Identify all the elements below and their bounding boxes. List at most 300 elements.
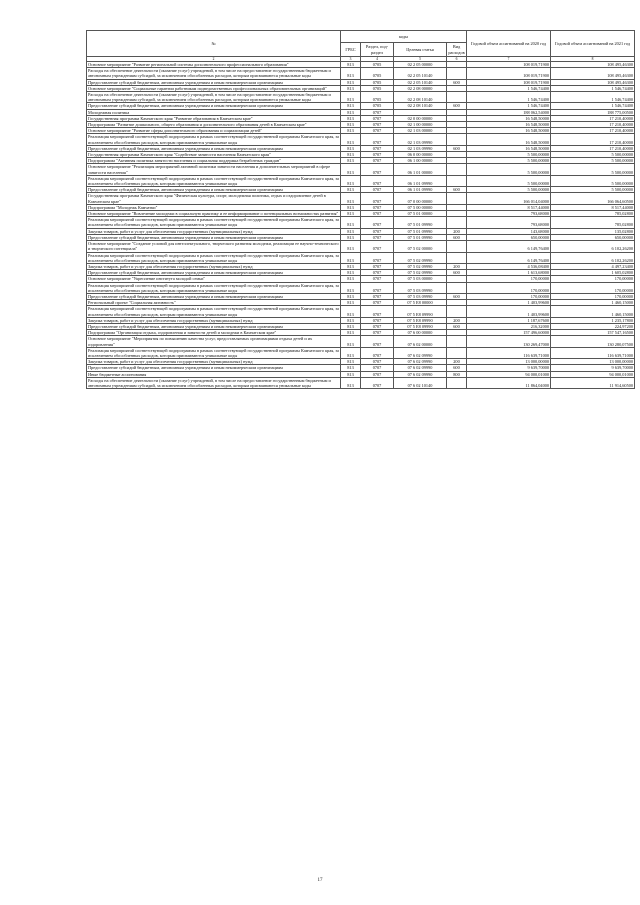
- table-row: [87, 175, 635, 186]
- row-grbs: 813: [341, 377, 361, 388]
- row-amount-2020: 170,00000: [467, 276, 551, 282]
- header-num: №: [87, 31, 341, 57]
- row-expense-type: 600: [447, 293, 467, 299]
- row-expense-type: 600: [447, 365, 467, 371]
- row-grbs: 813: [341, 276, 361, 282]
- row-amount-2021: 94 000,01000: [551, 371, 635, 377]
- row-amount-2020: 5 500,00000: [467, 175, 551, 186]
- row-amount-2020: 16 548,50000: [467, 145, 551, 151]
- row-amount-2020: 16 548,50000: [467, 122, 551, 128]
- row-target-article: 07 5 01 09990: [394, 234, 447, 240]
- row-name: Подпрограмма "Молодежь Камчатки": [87, 204, 341, 210]
- row-target-article: 07 5 00 00000: [394, 204, 447, 210]
- row-razdel: 0707: [361, 164, 394, 175]
- row-grbs: 813: [341, 164, 361, 175]
- row-grbs: 813: [341, 270, 361, 276]
- row-amount-2020: 16 548,50000: [467, 115, 551, 121]
- row-name: Расходы на обеспечение деятельности (оказание услуг) учреждений, в том числе на предоставление государственным бюджетным и автономным учреждениям субсидий, за исключением обособленных расходов, которым присваиваются уникальные коды: [87, 377, 341, 388]
- row-grbs: 813: [341, 234, 361, 240]
- row-name: Закупка товаров, работ и услуг для обеспечения государственных (муниципальных) нужд: [87, 228, 341, 234]
- row-grbs: 813: [341, 228, 361, 234]
- row-target-article: 07 5 E8 00000: [394, 300, 447, 306]
- row-name: Иные бюджетные ассигнования: [87, 371, 341, 377]
- row-razdel: 0707: [361, 204, 394, 210]
- row-grbs: 813: [341, 293, 361, 299]
- header-grbs: ГРБС: [341, 43, 361, 57]
- row-target-article: 02 0 00 00000: [394, 115, 447, 121]
- row-amount-2021: 5 500,00000: [551, 164, 635, 175]
- row-grbs: 813: [341, 365, 361, 371]
- row-target-article: 06 1 01 09990: [394, 187, 447, 193]
- row-target-article: 07 5 01 00000: [394, 211, 447, 217]
- row-amount-2021: 108 495,46300: [551, 62, 635, 68]
- row-target-article: 07 6 02 09990: [394, 365, 447, 371]
- row-amount-2021: 17 210,40000: [551, 145, 635, 151]
- row-expense-type: 600: [447, 79, 467, 85]
- row-expense-type: 800: [447, 371, 467, 377]
- row-amount-2021: 1 460,15000: [551, 306, 635, 317]
- row-expense-type: [447, 347, 467, 358]
- row-target-article: 07 5 03 09990: [394, 293, 447, 299]
- row-expense-type: 200: [447, 263, 467, 269]
- row-amount-2021: 224,97200: [551, 323, 635, 329]
- row-amount-2020: 4 536,08400: [467, 263, 551, 269]
- row-grbs: 813: [341, 371, 361, 377]
- row-target-article: 07 0 00 00000: [394, 193, 447, 204]
- row-amount-2020: 6 149,76400: [467, 241, 551, 252]
- budget-table: [86, 30, 635, 389]
- col-number: 7: [467, 57, 551, 62]
- row-target-article: 07 6 02 09990: [394, 359, 447, 365]
- row-expense-type: 200: [447, 317, 467, 323]
- col-number: 8: [551, 57, 635, 62]
- row-target-article: 06 0 00 00000: [394, 152, 447, 158]
- row-target-article: 06 1 00 00000: [394, 158, 447, 164]
- row-amount-2021: 170,00000: [551, 293, 635, 299]
- row-amount-2020: 1 613,68000: [467, 270, 551, 276]
- row-target-article: 07 5 03 09990: [394, 282, 447, 293]
- row-amount-2021: 1 460,15000: [551, 300, 635, 306]
- row-grbs: 813: [341, 85, 361, 91]
- row-name: Расходы на обеспечение деятельности (оказание услуг) учреждений, в том числе на предоставление государственным бюджетным и автономным учреждениям субсидий, за исключением обособленных расходов, которым присваиваются уникальные коды: [87, 68, 341, 79]
- row-target-article: 07 5 E8 09990: [394, 317, 447, 323]
- row-razdel: 0705: [361, 85, 394, 91]
- row-razdel: 0707: [361, 293, 394, 299]
- table-row: [87, 306, 635, 317]
- row-amount-2021: 8 517,44000: [551, 204, 635, 210]
- row-amount-2021: 785,02800: [551, 211, 635, 217]
- row-amount-2021: 5 500,00000: [551, 152, 635, 158]
- row-razdel: 0705: [361, 92, 394, 103]
- row-expense-type: 600: [447, 323, 467, 329]
- row-grbs: 813: [341, 204, 361, 210]
- header-razdel: Раздел, под- раздел: [361, 43, 394, 57]
- row-target-article: 07 5 01 09990: [394, 228, 447, 234]
- row-name: Основное мероприятие "Вовлечение молодежи в социальную практику и ее информирование о потенциальных возможностях развития": [87, 211, 341, 217]
- row-amount-2020: 6 149,76400: [467, 252, 551, 263]
- row-target-article: 02 2 05 10140: [394, 68, 447, 79]
- row-name: Основное мероприятие "Создание условий для интеллектуального, творческого развития молодежи, реализации ее научно-технического и творческого потенциала": [88, 241, 339, 252]
- row-amount-2021: 13 000,00000: [551, 359, 635, 365]
- row-target-article: 07 6 02 00000: [394, 336, 447, 347]
- row-grbs: 813: [341, 217, 361, 228]
- row-razdel: 0705: [361, 62, 394, 68]
- row-name: Реализация мероприятий соответствующей подпрограммы в рамках соответствующей государственной программы Камчатского края, за исключением обособленных расходов, которым присваиваются уникальные коды: [88, 134, 339, 145]
- row-expense-type: [447, 241, 467, 252]
- row-name: Предоставление субсидий бюджетным, автономным учреждениям и иным некоммерческим организациям: [87, 145, 341, 151]
- table-row: [87, 241, 635, 252]
- row-name: Закупка товаров, работ и услуг для обеспечения государственных (муниципальных) нужд: [87, 263, 341, 269]
- row-expense-type: [447, 252, 467, 263]
- row-name: Основное мероприятие "Укрепление института молодой семьи": [87, 276, 341, 282]
- row-expense-type: 200: [447, 359, 467, 365]
- row-amount-2021: 1 546,74400: [551, 85, 635, 91]
- row-grbs: 813: [341, 282, 361, 293]
- row-amount-2021: 17 210,40000: [551, 128, 635, 134]
- header-target-article: Целевая статья: [394, 43, 447, 57]
- row-target-article: 07 5 03 00000: [394, 276, 447, 282]
- row-amount-2021: 157 547,16500: [551, 330, 635, 336]
- row-amount-2020: 94 000,01000: [467, 371, 551, 377]
- row-grbs: 813: [341, 134, 361, 145]
- row-amount-2020: 170,00000: [467, 282, 551, 293]
- row-expense-type: 600: [447, 103, 467, 109]
- row-expense-type: 600: [447, 234, 467, 240]
- row-razdel: 0707: [361, 217, 394, 228]
- table-row: [87, 282, 635, 293]
- row-name: Закупка товаров, работ и услуг для обеспечения государственных (муниципальных) нужд: [87, 359, 341, 365]
- table-row: [87, 252, 635, 263]
- row-grbs: 813: [341, 211, 361, 217]
- row-grbs: 813: [341, 62, 361, 68]
- row-amount-2020: 216,32000: [467, 323, 551, 329]
- row-razdel: 0707: [361, 152, 394, 158]
- row-name: Предоставление субсидий бюджетным, автономным учреждениям и иным некоммерческим организациям: [87, 234, 341, 240]
- col-number: 6: [447, 57, 467, 62]
- row-amount-2020: 170,00000: [467, 293, 551, 299]
- row-expense-type: [447, 175, 467, 186]
- row-amount-2020: 16 548,50000: [467, 128, 551, 134]
- col-number: 4: [361, 57, 394, 62]
- row-name: Реализация мероприятий соответствующей подпрограммы в рамках соответствующей государственной программы Камчатского края, за исключением обособленных расходов, которым присваиваются уникальные коды: [88, 306, 339, 317]
- row-target-article: 07 5 02 09990: [394, 263, 447, 269]
- row-razdel: 0707: [361, 300, 394, 306]
- row-amount-2020: 1 403,99600: [467, 306, 551, 317]
- row-grbs: 813: [341, 115, 361, 121]
- row-target-article: 07 6 02 09990: [394, 371, 447, 377]
- row-razdel: 0707: [361, 306, 394, 317]
- row-name: Реализация мероприятий соответствующей подпрограммы в рамках соответствующей государственной программы Камчатского края, за исключением обособленных расходов, которым присваиваются уникальные коды: [88, 175, 339, 187]
- row-target-article: 07 6 02 10140: [394, 377, 447, 388]
- row-name: Подпрограмма "Развитие дошкольного, общего образования и дополнительного образования детей в Камчатском крае": [87, 122, 341, 128]
- row-name: Региональный проект "Социальная активность": [87, 300, 341, 306]
- row-amount-2020: 108 019,71900: [467, 79, 551, 85]
- row-target-article: 02 2 05 00000: [394, 62, 447, 68]
- row-grbs: 813: [341, 323, 361, 329]
- row-target-article: 07 6 00 00000: [394, 330, 447, 336]
- row-razdel: 0707: [361, 317, 394, 323]
- row-expense-type: [447, 336, 467, 347]
- row-expense-type: [447, 306, 467, 317]
- row-amount-2020: 5 500,00000: [467, 164, 551, 175]
- row-target-article: 07 5 02 00000: [394, 241, 447, 252]
- row-amount-2020: 8 517,44000: [467, 204, 551, 210]
- row-razdel: 0707: [361, 122, 394, 128]
- row-name: Основное мероприятие "Социальные гарантии работникам подведомственных профессиональных образовательных организаций": [87, 85, 341, 91]
- table-row: [87, 68, 635, 79]
- row-grbs: 813: [341, 359, 361, 365]
- table-row: [87, 217, 635, 228]
- row-razdel: 0707: [361, 276, 394, 282]
- row-razdel: 0707: [361, 241, 394, 252]
- row-name: Основное мероприятие "Мероприятия по повышению качества услуг, предоставляемых организациями отдыха детей и их оздоровления": [87, 336, 341, 347]
- row-target-article: 06 1 01 09990: [394, 175, 447, 186]
- row-amount-2020: 166 014,04000: [467, 193, 551, 204]
- row-expense-type: [447, 282, 467, 293]
- row-amount-2020: 793,68000: [467, 217, 551, 228]
- row-amount-2020: 793,68000: [467, 211, 551, 217]
- row-target-article: 02 2 05 10140: [394, 79, 447, 85]
- row-name: Основное мероприятие "Развитие сферы дополнительного образования и социализации детей": [87, 128, 341, 134]
- table-row: [87, 134, 635, 145]
- row-razdel: 0707: [361, 371, 394, 377]
- row-grbs: 813: [341, 187, 361, 193]
- row-name: Предоставление субсидий бюджетным, автономным учреждениям и иным некоммерческим организациям: [87, 323, 341, 329]
- row-grbs: 813: [341, 103, 361, 109]
- row-amount-2020: 1 403,99600: [467, 300, 551, 306]
- row-razdel: 0707: [361, 263, 394, 269]
- row-target-article: 07 5 01 09990: [394, 217, 447, 228]
- row-razdel: 0707: [361, 158, 394, 164]
- row-razdel: 0707: [361, 234, 394, 240]
- row-razdel: 0707: [361, 359, 394, 365]
- row-amount-2021: 116 639,71000: [551, 347, 635, 358]
- row-name: Реализация мероприятий соответствующей подпрограммы в рамках соответствующей государственной программы Камчатского края, за исключением обособленных расходов, которым присваиваются уникальные коды: [88, 282, 339, 293]
- row-grbs: 813: [341, 158, 361, 164]
- row-grbs: 813: [341, 68, 361, 79]
- row-grbs: 813: [341, 175, 361, 186]
- row-amount-2021: 650,00000: [551, 234, 635, 240]
- row-expense-type: [447, 92, 467, 103]
- row-amount-2020: 650,00000: [467, 234, 551, 240]
- col-number: 2: [87, 57, 341, 62]
- row-razdel: 0707: [361, 270, 394, 276]
- row-grbs: 813: [341, 193, 361, 204]
- row-name: Предоставление субсидий бюджетным, автономным учреждениям и иным некоммерческим организациям: [87, 293, 341, 299]
- row-target-article: 07 5 E8 09990: [394, 306, 447, 317]
- row-expense-type: [447, 164, 467, 175]
- row-amount-2021: 1 235,17800: [551, 317, 635, 323]
- row-name: Закупка товаров, работ и услуг для обеспечения государственных (муниципальных) нужд: [87, 317, 341, 323]
- row-expense-type: 200: [447, 228, 467, 234]
- row-name: Расходы на обеспечение деятельности (оказание услуг) учреждений, в том числе на предоставление государственным бюджетным и автономным учреждениям субсидий, за исключением обособленных расходов, которым присваиваются уникальные коды: [87, 92, 341, 103]
- header-codes: коды: [341, 31, 467, 43]
- row-amount-2020: 9 639,70000: [467, 365, 551, 371]
- row-expense-type: 600: [447, 187, 467, 193]
- row-amount-2021: 1 546,74400: [551, 92, 635, 103]
- row-amount-2021: 785,02800: [551, 217, 635, 228]
- row-amount-2021: 4 497,23400: [551, 263, 635, 269]
- row-amount-2020: 1 546,74400: [467, 85, 551, 91]
- row-name: Молодежная политика: [87, 109, 341, 115]
- row-razdel: 0707: [361, 145, 394, 151]
- row-razdel: 0707: [361, 377, 394, 388]
- row-amount-2021: 130 280,07500: [551, 336, 635, 347]
- row-amount-2021: 17 210,40000: [551, 122, 635, 128]
- row-expense-type: 600: [447, 145, 467, 151]
- row-amount-2021: 188 775,00500: [551, 109, 635, 115]
- row-target-article: 02 1 00 00000: [394, 122, 447, 128]
- row-expense-type: [447, 193, 467, 204]
- row-amount-2021: 6 102,26200: [551, 252, 635, 263]
- row-grbs: 813: [341, 300, 361, 306]
- table-row: [87, 347, 635, 358]
- row-name: Предоставление субсидий бюджетным, автономным учреждениям и иным некоммерческим организациям: [87, 103, 341, 109]
- row-razdel: 0707: [361, 347, 394, 358]
- row-razdel: 0707: [361, 282, 394, 293]
- row-amount-2020: 143,68000: [467, 228, 551, 234]
- row-amount-2021: 1 546,74400: [551, 103, 635, 109]
- row-razdel: 0707: [361, 336, 394, 347]
- row-amount-2021: 5 500,00000: [551, 187, 635, 193]
- row-razdel: 0707: [361, 323, 394, 329]
- row-amount-2020: 1 187,67600: [467, 317, 551, 323]
- row-amount-2020: 5 500,00000: [467, 187, 551, 193]
- row-amount-2020: 5 500,00000: [467, 158, 551, 164]
- row-target-article: 02 2 08 00000: [394, 85, 447, 91]
- row-grbs: 813: [341, 263, 361, 269]
- row-amount-2020: 5 500,00000: [467, 152, 551, 158]
- row-target-article: 02 2 08 10140: [394, 92, 447, 103]
- row-amount-2020: 16 548,50000: [467, 134, 551, 145]
- row-razdel: 0707: [361, 228, 394, 234]
- row-grbs: 813: [341, 330, 361, 336]
- row-amount-2021: 9 639,70000: [551, 365, 635, 371]
- row-name: Основное мероприятие "Развитие региональной системы дополнительного профессионального образования": [87, 62, 341, 68]
- row-razdel: 0707: [361, 330, 394, 336]
- table-row: [87, 164, 635, 175]
- row-name: Реализация мероприятий соответствующей подпрограммы в рамках соответствующей государственной программы Камчатского края, за исключением обособленных расходов, которым присваиваются уникальные коды: [88, 252, 339, 263]
- row-target-article: 07 5 02 09990: [394, 270, 447, 276]
- row-grbs: 813: [341, 252, 361, 263]
- row-grbs: 813: [341, 241, 361, 252]
- row-amount-2020: 116 639,71000: [467, 347, 551, 358]
- row-name: Предоставление субсидий бюджетным, автономным учреждениям и иным некоммерческим организациям: [87, 187, 341, 193]
- table-row: [87, 193, 635, 204]
- header-year-2020: Годовой объем ассигнований на 2020 год: [467, 31, 551, 57]
- row-razdel: 0705: [361, 79, 394, 85]
- row-target-article: 07 5 E8 09990: [394, 323, 447, 329]
- row-name: Государственная программа Камчатского края "Содействие занятости населения Камчатского края": [87, 152, 341, 158]
- row-amount-2021: 5 500,00000: [551, 158, 635, 164]
- row-amount-2020: 108 019,71900: [467, 62, 551, 68]
- row-grbs: 813: [341, 128, 361, 134]
- row-razdel: 0707: [361, 365, 394, 371]
- row-grbs: 813: [341, 92, 361, 103]
- row-amount-2020: 108 019,71900: [467, 68, 551, 79]
- row-grbs: 813: [341, 152, 361, 158]
- row-amount-2020: 1 546,74400: [467, 103, 551, 109]
- row-grbs: 813: [341, 79, 361, 85]
- row-amount-2021: 1 605,02800: [551, 270, 635, 276]
- row-amount-2021: 108 495,46300: [551, 68, 635, 79]
- row-target-article: 02 2 08 10140: [394, 103, 447, 109]
- row-expense-type: 600: [447, 270, 467, 276]
- row-target-article: 02 1 03 09990: [394, 134, 447, 145]
- row-grbs: 813: [341, 336, 361, 347]
- row-amount-2021: 17 210,40000: [551, 115, 635, 121]
- row-target-article: 06 1 01 00000: [394, 164, 447, 175]
- row-amount-2021: 6 102,26200: [551, 241, 635, 252]
- row-name: Подпрограмма "Организация отдыха, оздоровления и занятости детей и молодежи в Камчатском крае": [87, 330, 341, 336]
- row-amount-2021: 170,00000: [551, 276, 635, 282]
- row-razdel: 0705: [361, 68, 394, 79]
- row-amount-2021: 11 914,60500: [551, 377, 635, 388]
- row-name: Реализация мероприятий соответствующей подпрограммы в рамках соответствующей государственной программы Камчатского края, за исключением обособленных расходов, которым присваиваются уникальные коды: [88, 347, 339, 358]
- row-amount-2020: 11 864,04000: [467, 377, 551, 388]
- col-number: 5: [394, 57, 447, 62]
- row-expense-type: [447, 377, 467, 388]
- row-grbs: 813: [341, 109, 361, 115]
- row-razdel: 0707: [361, 211, 394, 217]
- row-expense-type: [447, 217, 467, 228]
- header-year-2021: Годовой объем ассигнований на 2021 год: [551, 31, 635, 57]
- row-grbs: 813: [341, 347, 361, 358]
- row-amount-2020: 188 062,54000: [467, 109, 551, 115]
- row-razdel: 0707: [361, 115, 394, 121]
- row-target-article: 07 5 02 09990: [394, 252, 447, 263]
- row-name: Предоставление субсидий бюджетным, автономным учреждениям и иным некоммерческим организациям: [87, 365, 341, 371]
- row-name: Предоставление субсидий бюджетным, автономным учреждениям и иным некоммерческим организациям: [87, 79, 341, 85]
- row-expense-type: [447, 134, 467, 145]
- row-amount-2021: 166 064,60500: [551, 193, 635, 204]
- table-row: [87, 336, 635, 347]
- row-target-article: 07 6 02 09990: [394, 347, 447, 358]
- row-amount-2020: 157 496,60000: [467, 330, 551, 336]
- table-row: [87, 92, 635, 103]
- row-razdel: 0707: [361, 175, 394, 186]
- row-name: Подпрограмма "Активная политика занятости населения и социальная поддержка безработных граждан": [87, 158, 341, 164]
- row-razdel: 0707: [361, 187, 394, 193]
- row-amount-2020: 1 546,74400: [467, 92, 551, 103]
- row-razdel: 0707: [361, 193, 394, 204]
- row-grbs: 813: [341, 317, 361, 323]
- row-grbs: 813: [341, 306, 361, 317]
- row-razdel: 0707: [361, 134, 394, 145]
- row-amount-2021: 135,02800: [551, 228, 635, 234]
- row-amount-2020: 130 269,47000: [467, 336, 551, 347]
- row-grbs: 813: [341, 122, 361, 128]
- row-razdel: 0707: [361, 128, 394, 134]
- row-amount-2021: 108 495,46300: [551, 79, 635, 85]
- row-expense-type: [447, 68, 467, 79]
- row-razdel: 0705: [361, 103, 394, 109]
- page-number: 17: [317, 878, 323, 883]
- row-target-article: 02 1 03 00000: [394, 128, 447, 134]
- row-target-article: 02 1 03 09990: [394, 145, 447, 151]
- table-row: [87, 377, 635, 388]
- row-amount-2021: 17 210,40000: [551, 134, 635, 145]
- row-razdel: 0707: [361, 252, 394, 263]
- row-name: Реализация мероприятий соответствующей подпрограммы в рамках соответствующей государственной программы Камчатского края, за исключением обособленных расходов, которым присваиваются уникальные коды: [88, 217, 339, 228]
- row-name: Государственная программа Камчатского края "Физическая культура, спорт, молодежная политика, отдых и оздоровление детей в Камчатском крае": [87, 193, 341, 204]
- row-razdel: 0707: [361, 109, 394, 115]
- row-name: Предоставление субсидий бюджетным, автономным учреждениям и иным некоммерческим организациям: [87, 270, 341, 276]
- row-amount-2020: 13 000,00000: [467, 359, 551, 365]
- row-name: Государственная программа Камчатского края "Развитие образования в Камчатском крае": [87, 115, 341, 121]
- row-amount-2021: 170,00000: [551, 282, 635, 293]
- row-amount-2021: 5 500,00000: [551, 175, 635, 186]
